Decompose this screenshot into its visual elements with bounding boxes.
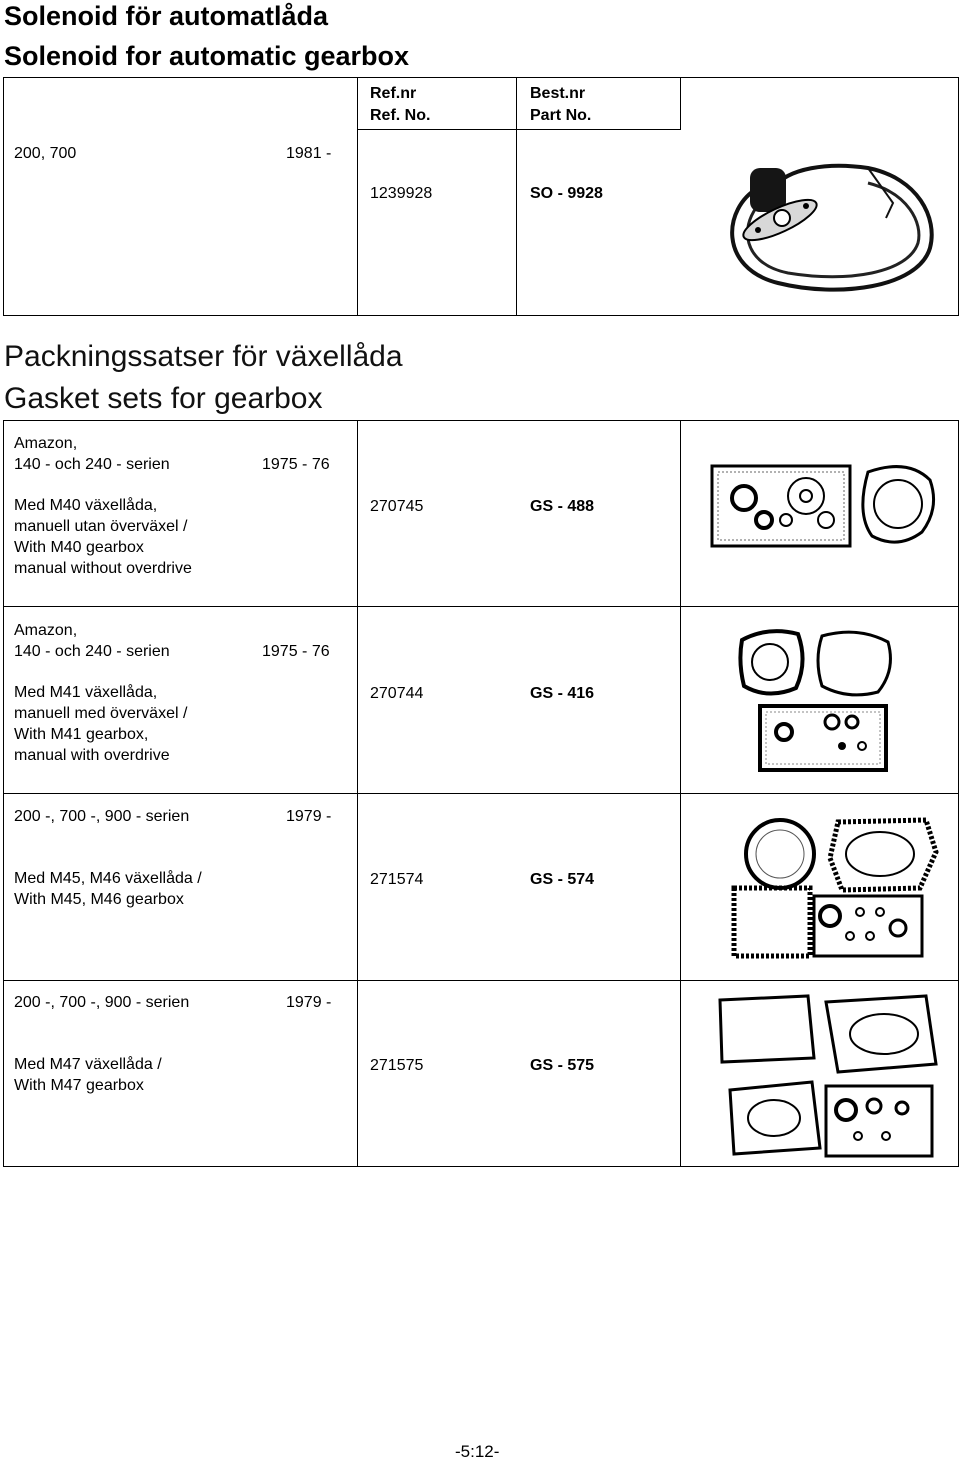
solenoid-image	[718, 148, 940, 300]
row-desc: manual without overdrive	[14, 560, 192, 577]
row-series: 140 - och 240 - serien	[14, 643, 170, 660]
row-desc: With M45, M46 gearbox	[14, 891, 184, 908]
gasket-set-image	[738, 626, 898, 776]
header-ref-en: Ref. No.	[370, 107, 431, 124]
row-series: 140 - och 240 - serien	[14, 456, 170, 473]
row-ref: 270744	[370, 685, 424, 702]
row-part: GS - 488	[530, 498, 595, 515]
row-models: 200 -, 700 -, 900 - serien	[14, 808, 190, 825]
row-desc: Med M45, M46 växellåda /	[14, 870, 202, 887]
row-years: 1975 - 76	[262, 643, 330, 660]
row-ref: 271575	[370, 1057, 424, 1074]
solenoid-title-en: Solenoid for automatic gearbox	[4, 41, 410, 71]
row-desc: With M41 gearbox,	[14, 726, 149, 743]
header-ref-sv: Ref.nr	[370, 85, 417, 102]
row-part: GS - 416	[530, 685, 595, 702]
gasket-set-image	[716, 992, 942, 1162]
row-desc: With M47 gearbox	[14, 1077, 144, 1094]
row-desc: Med M41 växellåda,	[14, 684, 158, 701]
row-desc: With M40 gearbox	[14, 539, 144, 556]
gasket-title-en: Gasket sets for gearbox	[4, 382, 323, 415]
page-number: -5:12-	[455, 1442, 500, 1461]
row-ref: 270745	[370, 498, 424, 515]
row-years: 1979 -	[286, 808, 332, 825]
row-ref: 271574	[370, 871, 424, 888]
row-models: Amazon,	[14, 435, 78, 452]
solenoid-models: 200, 700	[14, 145, 77, 162]
row-part: GS - 575	[530, 1057, 595, 1074]
row-desc: manuell med överväxel /	[14, 705, 188, 722]
row-models: Amazon,	[14, 622, 78, 639]
solenoid-part: SO - 9928	[530, 185, 603, 202]
solenoid-years: 1981 -	[286, 145, 332, 162]
row-part: GS - 574	[530, 871, 595, 888]
solenoid-ref: 1239928	[370, 185, 433, 202]
row-desc: Med M47 växellåda /	[14, 1056, 162, 1073]
gasket-set-image	[708, 458, 940, 550]
row-desc: manual with overdrive	[14, 747, 170, 764]
gasket-title-sv: Packningssatser för växellåda	[4, 340, 403, 373]
header-part-en: Part No.	[530, 107, 592, 124]
header-part-sv: Best.nr	[530, 85, 586, 102]
solenoid-title-sv: Solenoid för automatlåda	[4, 1, 329, 31]
row-desc: Med M40 växellåda,	[14, 497, 158, 514]
row-desc: manuell utan överväxel /	[14, 518, 188, 535]
gasket-set-image	[730, 812, 940, 960]
row-years: 1979 -	[286, 994, 332, 1011]
row-years: 1975 - 76	[262, 456, 330, 473]
row-models: 200 -, 700 -, 900 - serien	[14, 994, 190, 1011]
